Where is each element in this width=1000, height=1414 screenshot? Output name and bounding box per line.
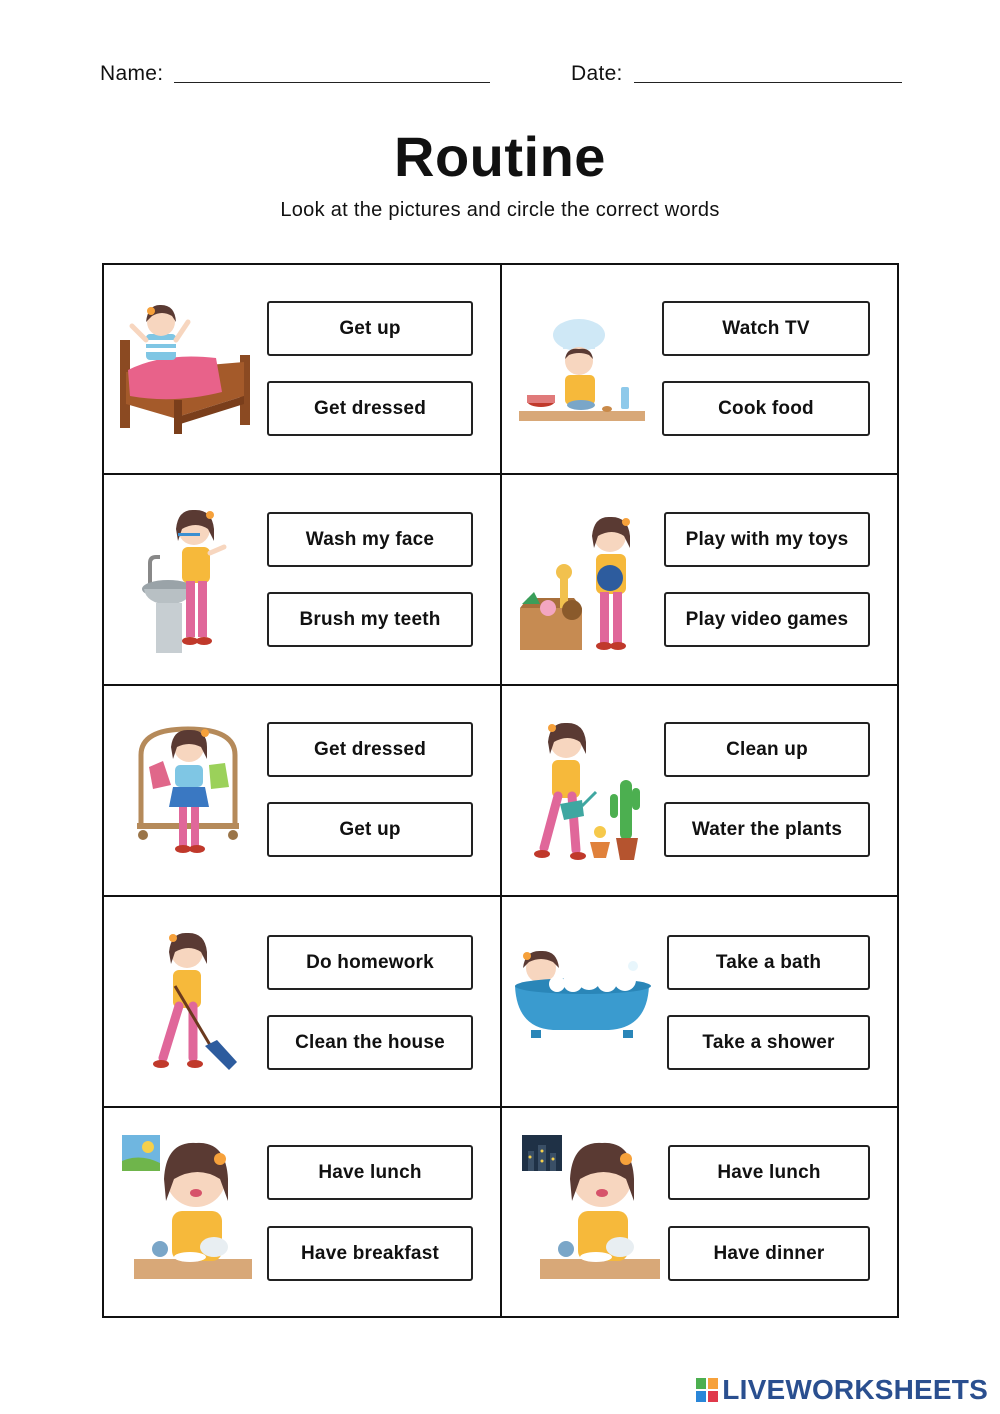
option-take-a-shower[interactable]: Take a shower — [667, 1015, 870, 1070]
liveworksheets-brand — [696, 1374, 988, 1406]
girl-chef-icon — [517, 315, 647, 425]
girl-eating-daytime-icon — [122, 1135, 254, 1280]
date-field[interactable] — [634, 82, 902, 83]
girl-clothes-rack-icon — [133, 725, 243, 857]
option-brush-my-teeth[interactable]: Brush my teeth — [267, 592, 473, 647]
row-divider — [102, 473, 899, 475]
brand-name: LIVEWORKSHEETS — [722, 1374, 988, 1405]
girl-waking-up-icon — [114, 300, 256, 435]
option-get-up[interactable]: Get up — [267, 301, 473, 356]
row-divider — [102, 1106, 899, 1108]
girl-with-toys-icon — [514, 512, 650, 654]
option-have-breakfast[interactable]: Have breakfast — [267, 1226, 473, 1281]
option-water-the-plants[interactable]: Water the plants — [664, 802, 870, 857]
option-take-a-bath[interactable]: Take a bath — [667, 935, 870, 990]
liveworksheets-logo-icon — [696, 1378, 718, 1402]
name-field[interactable] — [174, 82, 490, 83]
option-get-up[interactable]: Get up — [267, 802, 473, 857]
option-have-dinner[interactable]: Have dinner — [668, 1226, 870, 1281]
worksheet-title: Routine — [394, 125, 606, 188]
girl-brushing-teeth-icon — [140, 507, 235, 655]
girl-bathtub-icon — [513, 946, 651, 1042]
option-play-with-my-toys[interactable]: Play with my toys — [664, 512, 870, 567]
girl-watering-plants-icon — [522, 720, 654, 866]
option-get-dressed[interactable]: Get dressed — [267, 722, 473, 777]
option-have-lunch[interactable]: Have lunch — [668, 1145, 870, 1200]
option-cook-food[interactable]: Cook food — [662, 381, 870, 436]
girl-eating-nighttime-icon — [522, 1135, 662, 1280]
row-divider — [102, 684, 899, 686]
option-clean-the-house[interactable]: Clean the house — [267, 1015, 473, 1070]
option-wash-my-face[interactable]: Wash my face — [267, 512, 473, 567]
option-watch-tv[interactable]: Watch TV — [662, 301, 870, 356]
girl-sweeping-icon — [145, 930, 240, 1076]
instructions: Look at the pictures and circle the correct words — [280, 199, 720, 221]
option-do-homework[interactable]: Do homework — [267, 935, 473, 990]
option-have-lunch[interactable]: Have lunch — [267, 1145, 473, 1200]
date-label: Date: — [571, 62, 623, 85]
option-clean-up[interactable]: Clean up — [664, 722, 870, 777]
option-play-video-games[interactable]: Play video games — [664, 592, 870, 647]
row-divider — [102, 895, 899, 897]
name-label: Name: — [100, 62, 164, 85]
option-get-dressed[interactable]: Get dressed — [267, 381, 473, 436]
column-divider — [500, 263, 502, 1318]
